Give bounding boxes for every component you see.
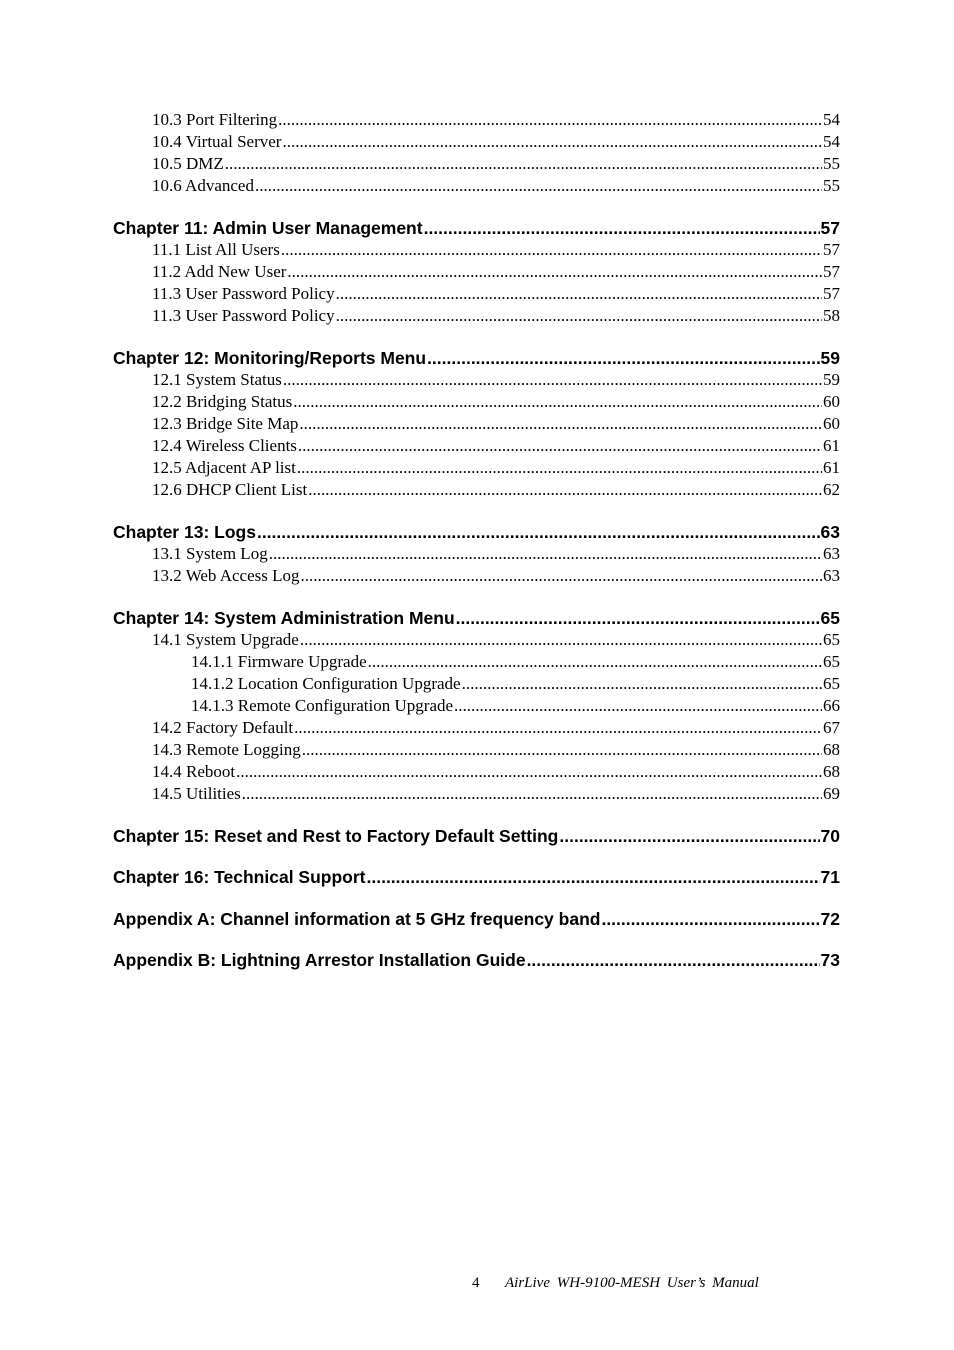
toc-entry-label: 14.1.2 Location Configuration Upgrade <box>191 674 461 693</box>
toc-entry-section[interactable] <box>152 369 840 391</box>
dot-leader <box>367 866 820 888</box>
dot-leader <box>336 283 822 305</box>
toc-entry-page-number: 55 <box>823 154 840 173</box>
toc-entry-label: 14.5 Utilities <box>152 784 241 803</box>
toc-entry-page-number: 61 <box>823 436 840 455</box>
dot-leader <box>601 908 819 930</box>
toc-entry-page-number: 65 <box>823 630 840 649</box>
toc-entry-page-number: 65 <box>823 674 840 693</box>
toc-entry-section[interactable] <box>152 761 840 783</box>
dot-leader <box>301 565 822 587</box>
toc-entry-chapter[interactable] <box>113 607 840 629</box>
toc-entry-chapter[interactable] <box>113 866 840 888</box>
toc-entry-page-number: 71 <box>820 867 840 887</box>
toc-entry-label: Appendix A: Channel information at 5 GHz frequency band <box>113 909 601 929</box>
toc-entry-page-number: 57 <box>820 218 840 238</box>
dot-leader <box>456 607 820 629</box>
toc-entry-label: 12.4 Wireless Clients <box>152 436 297 455</box>
dot-leader <box>281 239 822 261</box>
toc-entry-label: Chapter 12: Monitoring/Reports Menu <box>113 348 427 368</box>
toc-entry-section[interactable] <box>152 479 840 501</box>
toc-entry-page-number: 57 <box>823 240 840 259</box>
toc-entry-section[interactable] <box>152 717 840 739</box>
toc-entry-section[interactable] <box>152 565 840 587</box>
toc-entry-label: 11.3 User Password Policy <box>152 284 335 303</box>
toc-entry-page-number: 59 <box>823 370 840 389</box>
toc-entry-page-number: 63 <box>823 566 840 585</box>
toc-entry-section[interactable] <box>152 153 840 175</box>
toc-entry-page-number: 70 <box>820 826 840 846</box>
toc-entry-chapter[interactable] <box>113 908 840 930</box>
dot-leader <box>293 391 822 413</box>
toc-entry-label: 12.3 Bridge Site Map <box>152 414 299 433</box>
toc-entry-section[interactable] <box>152 175 840 197</box>
toc-entry-page-number: 60 <box>823 392 840 411</box>
dot-leader <box>527 949 820 971</box>
dot-leader <box>462 673 822 695</box>
dot-leader <box>427 347 819 369</box>
toc-entry-page-number: 66 <box>823 696 840 715</box>
toc-entry-label: 10.3 Port Filtering <box>152 110 278 129</box>
toc-entry-chapter[interactable] <box>113 521 840 543</box>
dot-leader <box>336 305 822 327</box>
dot-leader <box>298 435 822 457</box>
footer-manual-title: AirLive WH-9100-MESH User’s Manual <box>505 1275 759 1291</box>
toc-entry-page-number: 63 <box>820 522 840 542</box>
toc-entry-label: 13.1 System Log <box>152 544 268 563</box>
toc-entry-label: 12.2 Bridging Status <box>152 392 293 411</box>
toc-entry-section[interactable] <box>152 783 840 805</box>
toc-entry-label: 11.2 Add New User <box>152 262 287 281</box>
toc-entry-label: 12.6 DHCP Client List <box>152 480 308 499</box>
toc-entry-label: 12.5 Adjacent AP list <box>152 458 296 477</box>
toc-entry-page-number: 72 <box>820 909 840 929</box>
toc-entry-page-number: 57 <box>823 284 840 303</box>
toc-entry-label: Chapter 16: Technical Support <box>113 867 366 887</box>
toc-entry-label: 11.3 User Password Policy <box>152 306 335 325</box>
toc-entry-page-number: 61 <box>823 458 840 477</box>
toc-entry-label: Appendix B: Lightning Arrestor Installation Guide <box>113 950 526 970</box>
toc-entry-section[interactable] <box>152 239 840 261</box>
toc-entry-chapter[interactable] <box>113 347 840 369</box>
toc-entry-subsection[interactable] <box>191 673 840 695</box>
toc-entry-page-number: 65 <box>823 652 840 671</box>
toc-entry-label: 14.1.3 Remote Configuration Upgrade <box>191 696 454 715</box>
dot-leader <box>255 175 822 197</box>
toc-entry-page-number: 60 <box>823 414 840 433</box>
dot-leader <box>300 629 822 651</box>
toc-entry-section[interactable] <box>152 109 840 131</box>
toc-entry-page-number: 59 <box>820 348 840 368</box>
toc-entry-page-number: 68 <box>823 762 840 781</box>
toc-entry-section[interactable] <box>152 739 840 761</box>
toc-entry-label: 11.1 List All Users <box>152 240 280 259</box>
dot-leader <box>283 369 822 391</box>
toc-entry-page-number: 55 <box>823 176 840 195</box>
toc-entry-subsection[interactable] <box>191 695 840 717</box>
toc-entry-page-number: 73 <box>820 950 840 970</box>
toc-entry-page-number: 63 <box>823 544 840 563</box>
toc-entry-section[interactable] <box>152 543 840 565</box>
toc-entry-page-number: 68 <box>823 740 840 759</box>
dot-leader <box>299 413 822 435</box>
toc-entry-label: 10.5 DMZ <box>152 154 224 173</box>
toc-entry-label: 10.4 Virtual Server <box>152 132 282 151</box>
toc-entry-label: 10.6 Advanced <box>152 176 254 195</box>
dot-leader <box>269 543 822 565</box>
toc-entry-label: Chapter 15: Reset and Rest to Factory Default Setting <box>113 826 559 846</box>
dot-leader <box>242 783 822 805</box>
toc-entry-section[interactable] <box>152 261 840 283</box>
toc-entry-chapter[interactable] <box>113 217 840 239</box>
toc-entry-label: 14.2 Factory Default <box>152 718 294 737</box>
dot-leader <box>424 217 820 239</box>
toc-entry-page-number: 54 <box>823 110 840 129</box>
toc-entry-label: 14.4 Reboot <box>152 762 236 781</box>
dot-leader <box>282 131 822 153</box>
toc-entry-page-number: 65 <box>820 608 840 628</box>
toc-entry-label: 14.1.1 Firmware Upgrade <box>191 652 367 671</box>
toc-entry-section[interactable] <box>152 131 840 153</box>
toc-entry-section[interactable] <box>152 305 840 327</box>
toc-entry-section[interactable] <box>152 457 840 479</box>
dot-leader <box>225 153 822 175</box>
toc-entry-page-number: 67 <box>823 718 840 737</box>
toc-entry-label: Chapter 13: Logs <box>113 522 256 542</box>
toc-entry-section[interactable] <box>152 283 840 305</box>
toc-entry-label: 14.1 System Upgrade <box>152 630 299 649</box>
toc-entry-chapter[interactable] <box>113 949 840 971</box>
toc-entry-page-number: 62 <box>823 480 840 499</box>
toc-entry-subsection[interactable] <box>191 651 840 673</box>
dot-leader <box>308 479 822 501</box>
dot-leader <box>257 521 820 543</box>
toc-entry-label: 12.1 System Status <box>152 370 282 389</box>
footer-page-number: 4 <box>472 1275 480 1291</box>
toc-entry-page-number: 69 <box>823 784 840 803</box>
toc-entry-label: 14.3 Remote Logging <box>152 740 301 759</box>
toc-entry-page-number: 57 <box>823 262 840 281</box>
toc-entry-label: 13.2 Web Access Log <box>152 566 300 585</box>
dot-leader <box>297 457 822 479</box>
dot-leader <box>368 651 822 673</box>
toc-entry-chapter[interactable] <box>113 825 840 847</box>
toc-entry-section[interactable] <box>152 413 840 435</box>
toc-entry-label: Chapter 11: Admin User Management <box>113 218 423 238</box>
dot-leader <box>236 761 822 783</box>
dot-leader <box>454 695 822 717</box>
dot-leader <box>302 739 822 761</box>
dot-leader <box>294 717 822 739</box>
toc-entry-page-number: 58 <box>823 306 840 325</box>
toc-entry-section[interactable] <box>152 435 840 457</box>
toc-entry-section[interactable] <box>152 391 840 413</box>
toc-entry-label: Chapter 14: System Administration Menu <box>113 608 455 628</box>
dot-leader <box>287 261 822 283</box>
dot-leader <box>278 109 822 131</box>
toc-entry-page-number: 54 <box>823 132 840 151</box>
dot-leader <box>559 825 819 847</box>
toc-entry-section[interactable] <box>152 629 840 651</box>
